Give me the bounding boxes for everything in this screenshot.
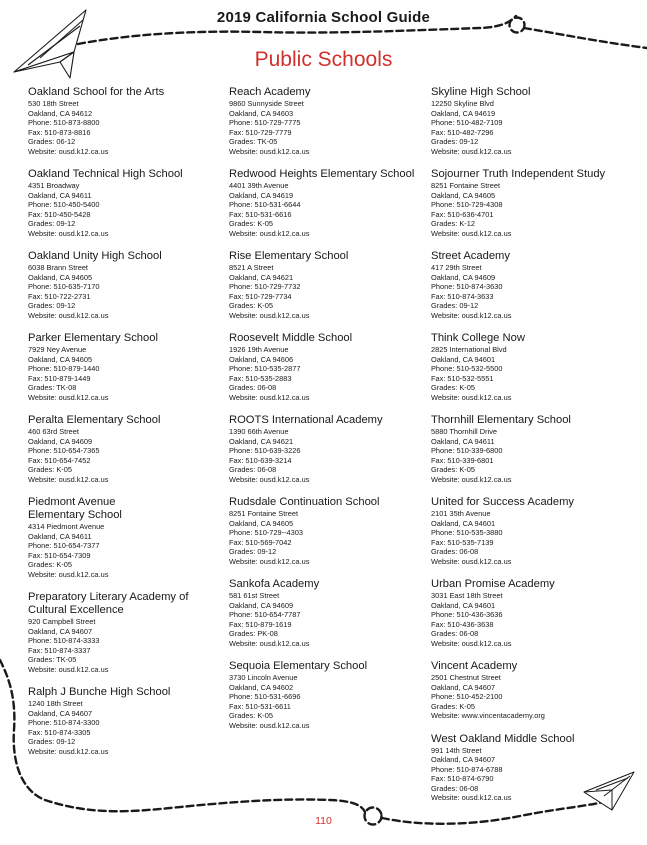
school-entry	[28, 332, 233, 402]
school-grades: Grades: PK-08	[229, 629, 278, 638]
school-phone: Phone: 510-874-3630	[431, 282, 503, 291]
school-website: Website: ousd.k12.ca.us	[28, 664, 109, 674]
school-phone: Phone: 510-874-3300	[28, 718, 100, 727]
school-website: Website: ousd.k12.ca.us	[28, 228, 109, 238]
school-street-address: 7929 Ney Avenue	[28, 345, 87, 354]
page-number: 110	[315, 815, 332, 827]
school-grades: Grades: 06-08	[431, 783, 479, 793]
school-fax: Fax: 510-874-3337	[28, 645, 91, 655]
school-city-state-zip: Oakland, CA 94601	[431, 518, 496, 528]
school-city-state-zip: Oakland, CA 94607	[28, 626, 93, 636]
school-grades: Grades: K-12	[431, 219, 475, 228]
school-fax: Fax: 510-729-7734	[229, 291, 292, 301]
school-city-state-zip: Oakland, CA 94611	[28, 190, 92, 200]
school-phone: Phone: 510-531-6644	[229, 200, 301, 209]
school-entry	[431, 578, 636, 648]
school-name: Piedmont Avenue Elementary School	[28, 496, 122, 521]
school-website: Website: ousd.k12.ca.us	[28, 474, 109, 484]
school-grades: Grades: 09-12	[229, 547, 277, 556]
school-city-state-zip: Oakland, CA 94605	[28, 272, 93, 282]
school-city-state-zip: Oakland, CA 94605	[229, 518, 294, 528]
school-phone: Phone: 510-729-4308	[431, 200, 503, 209]
school-city-state-zip: Oakland, CA 94609	[28, 436, 93, 446]
school-name: Thornhill Elementary School	[431, 414, 571, 426]
school-phone: Phone: 510-639-3226	[229, 446, 301, 455]
school-street-address: 2101 35th Avenue	[431, 509, 491, 518]
school-fax: Fax: 510-339-6801	[431, 455, 494, 465]
school-fax: Fax: 510-654-7309	[28, 550, 91, 560]
school-phone: Phone: 510-535-2877	[229, 364, 301, 373]
school-grades: Grades: 06-08	[229, 465, 277, 474]
school-website: Website: ousd.k12.ca.us	[229, 228, 310, 238]
school-website: Website: ousd.k12.ca.us	[229, 474, 310, 484]
school-fax: Fax: 510-654-7452	[28, 455, 91, 465]
school-website: Website: ousd.k12.ca.us	[431, 228, 512, 238]
school-city-state-zip: Oakland, CA 94605	[431, 190, 496, 200]
school-entry	[431, 660, 636, 721]
school-city-state-zip: Oakland, CA 94621	[229, 272, 294, 282]
school-website: Website: ousd.k12.ca.us	[229, 556, 310, 566]
school-city-state-zip: Oakland, CA 94601	[431, 354, 496, 364]
school-street-address: 8521 A Street	[229, 263, 274, 272]
school-phone: Phone: 510-339-6800	[431, 446, 503, 455]
school-name: Oakland School for the Arts	[28, 86, 165, 98]
school-fax: Fax: 510-535-7139	[431, 537, 494, 547]
school-street-address: 12250 Skyline Blvd	[431, 99, 494, 108]
school-phone: Phone: 510-482-7109	[431, 118, 503, 127]
school-entry	[229, 250, 434, 320]
school-phone: Phone: 510-654-7377	[28, 541, 100, 550]
school-fax: Fax: 510-874-3305	[28, 727, 91, 737]
school-fax: Fax: 510-482-7296	[431, 127, 494, 137]
school-website: Website: ousd.k12.ca.us	[431, 793, 512, 802]
school-fax: Fax: 510-531-6616	[229, 209, 292, 219]
school-grades: Grades: 09-12	[28, 219, 76, 228]
school-grades: Grades: K-05	[28, 560, 72, 569]
school-phone: Phone: 510-874-6788	[431, 764, 503, 774]
school-entry	[229, 496, 434, 566]
school-city-state-zip: Oakland, CA 94607	[28, 708, 93, 718]
school-city-state-zip: Oakland, CA 94605	[28, 354, 93, 364]
school-name: Sequoia Elementary School	[229, 660, 368, 672]
school-grades: Grades: 09-12	[28, 737, 76, 746]
school-phone: Phone: 510-452-2100	[431, 692, 503, 701]
school-grades: Grades: 06-12	[28, 137, 76, 146]
school-street-address: 8251 Fontaine Street	[229, 509, 299, 518]
school-name: Urban Promise Academy	[431, 578, 555, 590]
school-street-address: 3730 Lincoln Avenue	[229, 673, 298, 682]
school-entry	[431, 414, 636, 484]
school-grades: Grades: TK-08	[28, 383, 77, 392]
school-street-address: 991 14th Street	[431, 745, 482, 755]
school-name: Vincent Academy	[431, 660, 518, 672]
school-name: Think College Now	[431, 332, 525, 344]
school-entry	[229, 660, 434, 730]
school-name: Redwood Heights Elementary School	[229, 168, 415, 180]
school-street-address: 2825 International Blvd	[431, 345, 507, 354]
school-entry	[431, 733, 636, 803]
school-entry	[28, 496, 233, 579]
school-grades: Grades: K-05	[229, 711, 273, 720]
school-name: Rudsdale Continuation School	[229, 496, 380, 508]
school-website: Website: ousd.k12.ca.us	[431, 556, 512, 566]
school-entry	[431, 332, 636, 402]
school-street-address: 9860 Sunnyside Street	[229, 99, 304, 108]
school-phone: Phone: 510-535-3880	[431, 528, 503, 537]
school-website: Website: ousd.k12.ca.us	[431, 474, 512, 484]
school-city-state-zip: Oakland, CA 94607	[431, 682, 496, 692]
school-street-address: 1240 18th Street	[28, 699, 83, 708]
school-name: ROOTS International Academy	[229, 414, 383, 426]
school-phone: Phone: 510-729--4303	[229, 528, 303, 537]
school-website: Website: www.vincentacademy.org	[431, 711, 545, 720]
school-website: Website: ousd.k12.ca.us	[229, 720, 310, 730]
school-name: West Oakland Middle School	[431, 732, 575, 745]
school-phone: Phone: 510-873-8800	[28, 118, 100, 127]
school-street-address: 4351 Broadway	[28, 181, 80, 190]
school-website: Website: ousd.k12.ca.us	[229, 310, 310, 320]
school-entry	[28, 168, 233, 238]
school-name: Ralph J Bunche High School	[28, 686, 171, 698]
school-grades: Grades: TK-05	[229, 137, 278, 146]
section-title: Public Schools	[254, 48, 393, 71]
school-name: Parker Elementary School	[28, 332, 158, 344]
school-entry	[28, 86, 233, 156]
school-city-state-zip: Oakland, CA 94611	[28, 531, 92, 541]
school-phone: Phone: 510-729-7775	[229, 118, 301, 127]
school-fax: Fax: 510-569-7042	[229, 537, 292, 547]
school-entry	[28, 414, 233, 484]
school-name: Peralta Elementary School	[28, 414, 161, 426]
school-fax: Fax: 510-874-3633	[431, 291, 494, 301]
school-grades: Grades: K-05	[431, 383, 475, 392]
school-name: Street Academy	[431, 250, 510, 262]
school-grades: Grades: K-05	[229, 301, 273, 310]
school-entry	[28, 591, 233, 674]
school-street-address: 920 Campbell Street	[28, 617, 96, 626]
school-phone: Phone: 510-532-5500	[431, 364, 503, 373]
school-entry	[28, 250, 233, 320]
school-phone: Phone: 510-450-5400	[28, 200, 100, 209]
school-street-address: 3031 East 18th Street	[431, 591, 503, 600]
school-website: Website: ousd.k12.ca.us	[431, 146, 512, 156]
school-column-3	[431, 86, 636, 815]
school-fax: Fax: 510-532-5551	[431, 373, 494, 383]
school-name: Sojourner Truth Independent Study	[431, 168, 606, 180]
school-street-address: 1926 19th Avenue	[229, 345, 289, 354]
school-phone: Phone: 510-654-7787	[229, 610, 301, 619]
school-grades: Grades: 06-08	[229, 383, 277, 392]
school-grades: Grades: 09-12	[431, 301, 479, 310]
guide-title: 2019 California School Guide	[216, 9, 431, 26]
school-name: Reach Academy	[229, 86, 311, 98]
school-fax: Fax: 510-535-2883	[229, 373, 292, 383]
school-city-state-zip: Oakland, CA 94619	[431, 108, 496, 118]
school-grades: Grades: 06-08	[431, 547, 479, 556]
school-website: Website: ousd.k12.ca.us	[28, 392, 109, 402]
school-entry	[229, 168, 434, 238]
school-city-state-zip: Oakland, CA 94606	[229, 354, 294, 364]
school-street-address: 6038 Brann Street	[28, 263, 88, 272]
school-city-state-zip: Oakland, CA 94609	[229, 600, 294, 610]
school-name: Oakland Unity High School	[28, 250, 162, 262]
school-grades: Grades: K-05	[431, 701, 475, 711]
school-website: Website: ousd.k12.ca.us	[431, 638, 512, 648]
school-street-address: 581 61st Street	[229, 591, 280, 600]
school-name: Preparatory Literary Academy of Cultural Excellence	[28, 591, 189, 616]
school-phone: Phone: 510-879-1440	[28, 364, 100, 373]
school-phone: Phone: 510-531-6696	[229, 692, 301, 701]
school-street-address: 8251 Fontaine Street	[431, 181, 501, 190]
school-entry	[229, 332, 434, 402]
school-city-state-zip: Oakland, CA 94619	[229, 190, 294, 200]
school-grades: Grades: 09-12	[28, 301, 76, 310]
school-fax: Fax: 510-436-3638	[431, 619, 494, 629]
school-street-address: 5880 Thornhill Drive	[431, 427, 498, 436]
school-fax: Fax: 510-531-6611	[229, 701, 291, 711]
school-grades: Grades: 09-12	[431, 137, 479, 146]
school-street-address: 4314 Piedmont Avenue	[28, 522, 105, 531]
school-fax: Fax: 510-874-6790	[431, 774, 494, 783]
school-city-state-zip: Oakland, CA 94602	[229, 682, 294, 692]
school-fax: Fax: 510-873-8816	[28, 127, 91, 137]
school-website: Website: ousd.k12.ca.us	[431, 310, 512, 320]
school-city-state-zip: Oakland, CA 94621	[229, 436, 294, 446]
school-street-address: 530 18th Street	[28, 99, 79, 108]
school-name: Roosevelt Middle School	[229, 332, 353, 344]
school-grades: Grades: TK-05	[28, 655, 77, 664]
school-column-1	[28, 86, 233, 768]
school-fax: Fax: 510-722-2731	[28, 291, 91, 301]
school-entry	[229, 414, 434, 484]
school-entry	[431, 496, 636, 566]
school-website: Website: ousd.k12.ca.us	[28, 146, 109, 156]
school-phone: Phone: 510-436-3636	[431, 610, 503, 619]
school-fax: Fax: 510-879-1449	[28, 373, 91, 383]
school-entry	[229, 578, 434, 648]
school-city-state-zip: Oakland, CA 94601	[431, 600, 496, 610]
school-entry	[431, 250, 636, 320]
school-column-2	[229, 86, 434, 742]
school-website: Website: ousd.k12.ca.us	[229, 392, 310, 402]
school-website: Website: ousd.k12.ca.us	[229, 638, 310, 648]
school-city-state-zip: Oakland, CA 94609	[431, 272, 496, 282]
school-fax: Fax: 510-879-1619	[229, 619, 292, 629]
school-grades: Grades: K-05	[229, 219, 273, 228]
school-name: Rise Elementary School	[229, 250, 349, 262]
school-name: United for Success Academy	[431, 496, 575, 508]
school-website: Website: ousd.k12.ca.us	[28, 310, 109, 320]
school-phone: Phone: 510-874-3333	[28, 636, 100, 645]
school-street-address: 2501 Chestnut Street	[431, 673, 501, 682]
school-city-state-zip: Oakland, CA 94611	[431, 436, 495, 446]
school-name: Oakland Technical High School	[28, 168, 183, 180]
school-name: Sankofa Academy	[229, 578, 320, 590]
school-city-state-zip: Oakland, CA 94612	[28, 108, 93, 118]
school-fax: Fax: 510-639-3214	[229, 455, 292, 465]
school-entry	[431, 86, 636, 156]
school-fax: Fax: 510-636-4701	[431, 209, 494, 219]
school-street-address: 460 63rd Street	[28, 427, 79, 436]
school-street-address: 417 29th Street	[431, 263, 482, 272]
school-website: Website: ousd.k12.ca.us	[229, 146, 310, 156]
school-phone: Phone: 510-654-7365	[28, 446, 100, 455]
school-phone: Phone: 510-635-7170	[28, 282, 100, 291]
school-name: Skyline High School	[431, 86, 531, 98]
school-fax: Fax: 510-450-5428	[28, 209, 91, 219]
school-street-address: 1390 66th Avenue	[229, 427, 289, 436]
school-grades: Grades: K-05	[431, 465, 475, 474]
school-entry	[28, 686, 233, 756]
school-city-state-zip: Oakland, CA 94607	[431, 755, 496, 764]
school-entry	[431, 168, 636, 238]
school-grades: Grades: 06-08	[431, 629, 479, 638]
school-website: Website: ousd.k12.ca.us	[28, 569, 109, 579]
school-phone: Phone: 510-729-7732	[229, 282, 301, 291]
school-city-state-zip: Oakland, CA 94603	[229, 108, 294, 118]
school-grades: Grades: K-05	[28, 465, 72, 474]
school-entry	[229, 86, 434, 156]
school-website: Website: ousd.k12.ca.us	[28, 746, 109, 756]
school-website: Website: ousd.k12.ca.us	[431, 392, 512, 402]
school-fax: Fax: 510-729-7779	[229, 127, 292, 137]
school-street-address: 4401 39th Avenue	[229, 181, 289, 190]
